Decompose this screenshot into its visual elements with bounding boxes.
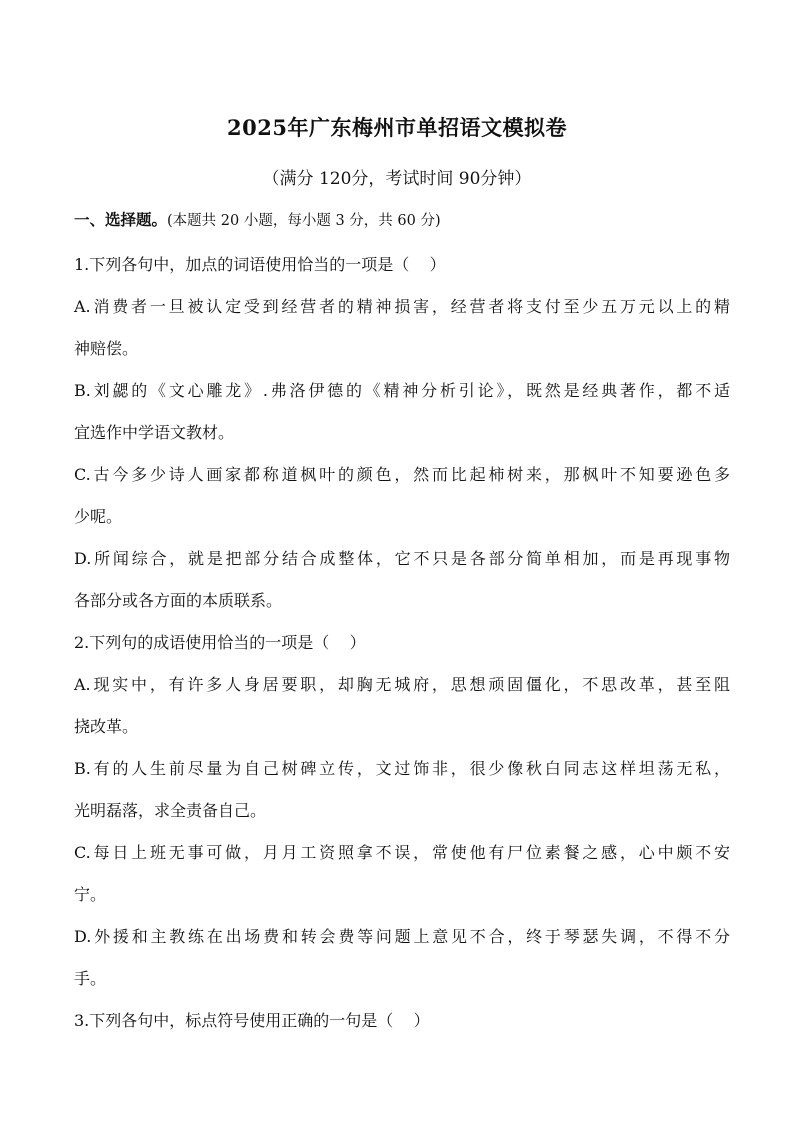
option-text: A.现实中，有许多人身居要职，却胸无城府，思想顽固僵化，不思改革，甚至阻 bbox=[74, 675, 730, 694]
option-text: C.古今多少诗人画家都称道枫叶的颜色，然而比起柿树来，那枫叶不知要逊色多 bbox=[74, 465, 730, 484]
option-text: 各部分或各方面的本质联系。 bbox=[74, 591, 283, 610]
exam-content bbox=[74, 208, 730, 1042]
option-text: 手。 bbox=[74, 969, 107, 988]
option-text: B.刘勰的《文心雕龙》.弗洛伊德的《精神分析引论》，既然是经典著作，都不适 bbox=[74, 381, 730, 400]
option-text: 少呢。 bbox=[74, 507, 123, 526]
option-text: D.所闻综合，就是把部分结合成整体，它不只是各部分简单相加，而是再现事物 bbox=[74, 549, 730, 568]
question-1-option-c bbox=[74, 454, 730, 538]
page-title: 2025年广东梅州市单招语文模拟卷 bbox=[227, 115, 567, 140]
section-heading bbox=[74, 208, 730, 232]
section-note: (本题共 20 小题，每小题 3 分，共 60 分) bbox=[167, 213, 441, 229]
option-text: D.外援和主教练在出场费和转会费等问题上意见不合，终于琴瑟失调，不得不分 bbox=[74, 927, 730, 946]
option-text: C.每日上班无事可做，月月工资照拿不误，常使他有尸位素餐之感，心中颇不安 bbox=[74, 843, 730, 862]
exam-subtitle: （满分 120分，考试时间 90分钟） bbox=[262, 169, 532, 189]
question-2-option-a bbox=[74, 664, 730, 748]
question-2-option-b bbox=[74, 748, 730, 832]
question-2-option-c bbox=[74, 832, 730, 916]
option-text: A.消费者一旦被认定受到经营者的精神损害，经营者将支付至少五万元以上的精 bbox=[74, 297, 730, 316]
option-text: 挠改革。 bbox=[74, 717, 139, 736]
question-1-option-a bbox=[74, 286, 730, 370]
question-1-stem: 1.下列各句中，加点的词语使用恰当的一项是（ ） bbox=[74, 255, 446, 274]
option-text: 宁。 bbox=[74, 885, 107, 904]
question-1-option-b bbox=[74, 370, 730, 454]
option-text: 光明磊落，求全责备自己。 bbox=[74, 801, 267, 820]
question-3-stem: 3.下列各句中，标点符号使用正确的一句是（ ） bbox=[74, 1011, 430, 1030]
option-text: B.有的人生前尽量为自己树碑立传，文过饰非，很少像秋白同志这样坦荡无私， bbox=[74, 759, 730, 778]
option-text: 神赔偿。 bbox=[74, 339, 139, 358]
question-1-option-d bbox=[74, 538, 730, 622]
option-text: 宜选作中学语文教材。 bbox=[74, 423, 235, 442]
question-2-option-d bbox=[74, 916, 730, 1000]
section-title: 一、选择题。 bbox=[74, 210, 168, 229]
question-2-stem: 2.下列句的成语使用恰当的一项是（ ） bbox=[74, 633, 366, 652]
